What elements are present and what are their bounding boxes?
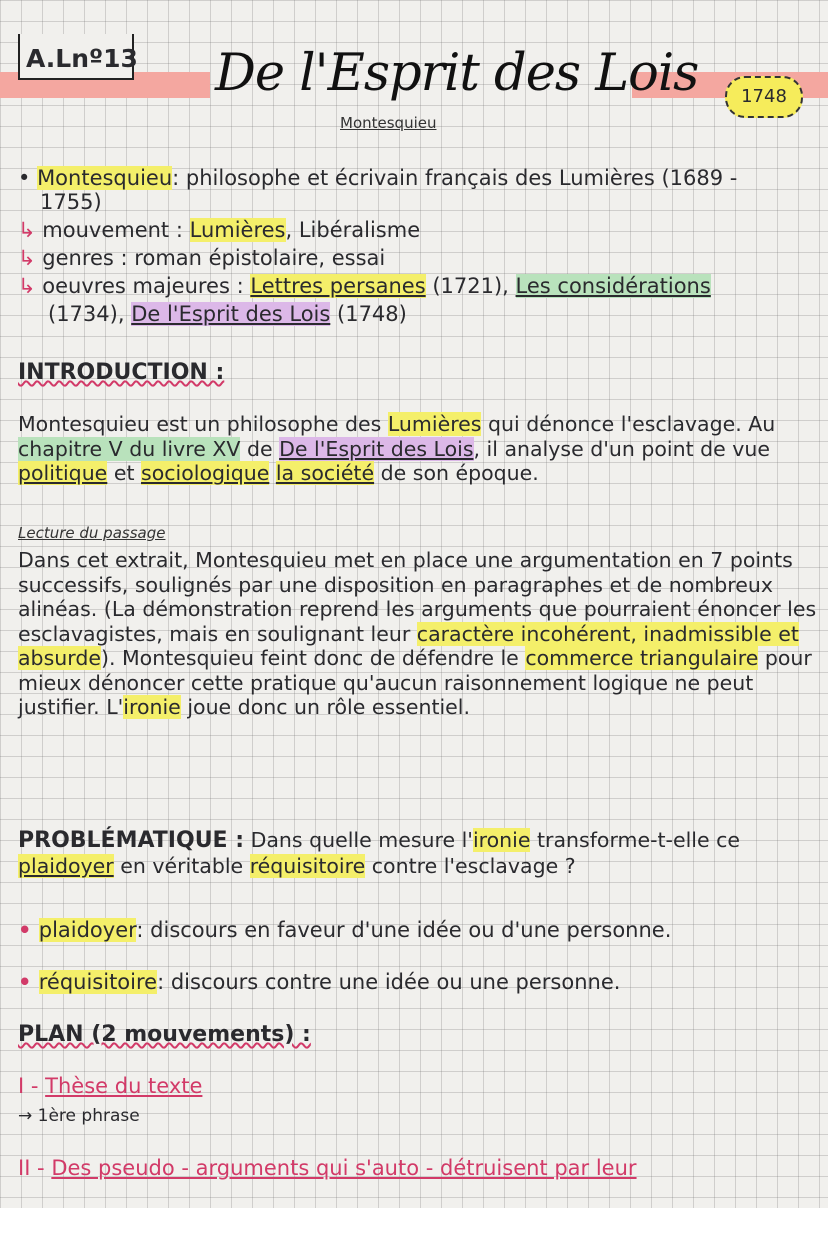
problematique — [18, 828, 818, 878]
plan-heading: PLAN (2 mouvements) : — [18, 1022, 311, 1047]
work-considerations: Les considérations — [515, 274, 711, 298]
text-span: qui dénonce l'esclavage. Au — [488, 412, 776, 436]
lesson-ref: A.Lnº13 — [26, 44, 138, 73]
movement-label: mouvement : — [42, 218, 183, 242]
intro-paragraph-2 — [18, 548, 818, 720]
highlight-caractere: caractère incohérent, inadmissible et absurde — [18, 621, 799, 670]
highlight-work: De l'Esprit des Lois — [279, 436, 474, 461]
bullet-icon: • — [18, 970, 39, 994]
highlight-ironie: ironie — [472, 828, 531, 852]
bio-line-2: 1755) — [40, 190, 102, 214]
year-badge: 1748 — [725, 76, 803, 118]
reading-label: Lecture du passage — [18, 524, 166, 542]
text-span: et — [113, 461, 135, 485]
highlight-plaidoyer: plaidoyer — [18, 853, 114, 878]
text-span: de son époque. — [380, 461, 539, 485]
intro-paragraph-1 — [18, 412, 818, 486]
text-span: , il analyse d'un point de vue — [473, 436, 771, 461]
definition-text: : discours contre une idée ou une personne. — [157, 970, 621, 994]
text-span: Dans quelle mesure l' — [250, 828, 473, 852]
plan-part-1-sub: → 1ère phrase — [18, 1106, 140, 1126]
work-lettres: Lettres persanes — [250, 274, 426, 298]
problematique-label: PROBLÉMATIQUE : — [18, 828, 245, 853]
highlight-politique: politique — [18, 461, 108, 485]
text-span: Montesquieu est un philosophe des — [18, 412, 382, 436]
plan-part-1 — [18, 1074, 202, 1098]
highlight-lumieres: Lumières — [387, 412, 482, 436]
text-span: contre l'esclavage ? — [371, 853, 576, 878]
bullet-icon: • — [18, 918, 39, 942]
part-title: Thèse du texte — [45, 1074, 203, 1098]
arrow-icon: ↳ — [18, 274, 43, 298]
lesson-ref-box — [18, 34, 138, 80]
highlight-chapter: chapitre V du livre XV — [18, 436, 241, 461]
highlight-ironie: ironie — [123, 695, 181, 719]
part-title: Des pseudo - arguments qui s'auto - détruisent par leur — [51, 1156, 637, 1180]
works-line — [18, 274, 711, 298]
highlight-requisitoire: réquisitoire — [249, 853, 366, 878]
definition-requisitoire — [18, 970, 620, 994]
works-line-2 — [48, 302, 407, 326]
bio-desc: : philosophe et écrivain français des Lumières (1689 - — [172, 166, 738, 190]
text-span: transforme-t-elle ce — [537, 828, 740, 852]
text-span: Dans cet extrait, Montesquieu met en place une argumentation en 7 points successifs, soulignés par une disposition en paragraphes et de nombreux alinéas. (La démonstration reprend les arguments que pourraient énoncer les esclavagistes, mais en soulignant leur — [18, 548, 817, 646]
text-span: en véritable — [120, 853, 244, 878]
highlight-commerce: commerce triangulaire — [525, 646, 759, 670]
bio-line-1 — [18, 166, 737, 190]
text-span: ). Montesquieu feint donc de défendre le — [100, 646, 519, 670]
part-number: I - — [18, 1074, 39, 1098]
genres-line — [18, 246, 385, 270]
definition-text: : discours en faveur d'une idée ou d'une personne. — [136, 918, 672, 942]
work-considerations-year: (1734), — [48, 302, 125, 326]
definition-term: réquisitoire — [38, 970, 158, 994]
highlight-sociologique: sociologique — [141, 461, 270, 485]
text-span: pour mieux dénoncer cette pratique qu'aucun raisonnement logique ne peut justifier. L' — [18, 646, 812, 719]
work-esprit-year: (1748) — [337, 302, 407, 326]
text-span: joue donc un rôle essentiel. — [187, 695, 471, 719]
arrow-icon: ↳ — [18, 246, 43, 270]
work-lettres-year: (1721), — [432, 274, 509, 298]
bullet-icon: • — [18, 166, 38, 190]
plan-part-2 — [18, 1156, 637, 1180]
movement-highlight: Lumières — [189, 218, 286, 242]
author-subtitle: Montesquieu — [340, 114, 437, 132]
author-name: Montesquieu — [37, 166, 173, 190]
highlight-societe: la société — [275, 461, 375, 485]
text-span: de — [246, 436, 273, 461]
intro-heading: INTRODUCTION : — [18, 360, 225, 385]
movement-line — [18, 218, 420, 242]
movement-rest: , Libéralisme — [285, 218, 421, 242]
work-esprit: De l'Esprit des Lois — [131, 302, 331, 326]
bottom-margin — [0, 1208, 828, 1242]
page-title: De l'Esprit des Lois — [215, 44, 699, 103]
works-label: oeuvres majeures : — [42, 274, 244, 298]
definition-plaidoyer — [18, 918, 671, 942]
arrow-icon: ↳ — [18, 218, 43, 242]
definition-term: plaidoyer — [38, 918, 137, 942]
part-number: II - — [18, 1156, 45, 1180]
genres-text: genres : roman épistolaire, essai — [42, 246, 386, 270]
